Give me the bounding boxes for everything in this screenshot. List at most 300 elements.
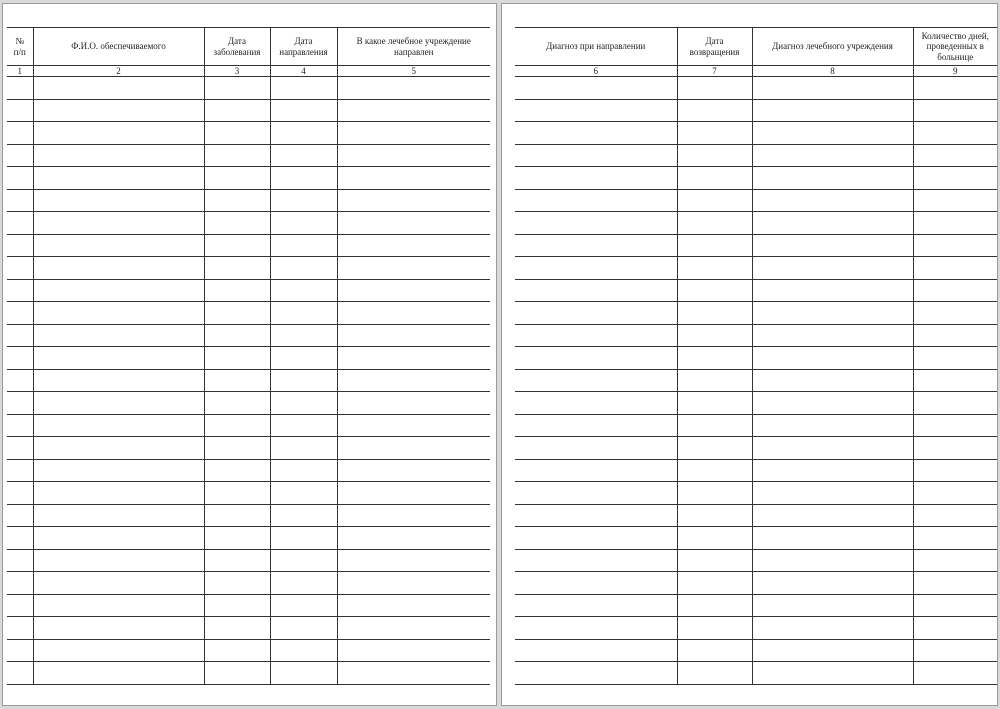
table-cell[interactable] (7, 617, 33, 640)
table-cell[interactable] (677, 99, 752, 122)
col-header-institution-diagnosis: Диагноз лечебного учреждения (752, 28, 913, 66)
table-cell[interactable] (270, 99, 337, 122)
table-cell[interactable] (913, 369, 997, 392)
table-cell[interactable] (677, 504, 752, 527)
table-cell[interactable] (913, 167, 997, 190)
table-cell[interactable] (337, 369, 490, 392)
table-cell[interactable] (515, 572, 677, 595)
table-cell[interactable] (270, 504, 337, 527)
table-cell[interactable] (337, 617, 490, 640)
table-cell[interactable] (270, 234, 337, 257)
table-cell[interactable] (204, 144, 270, 167)
table-cell[interactable] (913, 99, 997, 122)
table-cell[interactable] (337, 257, 490, 280)
table-cell[interactable] (515, 414, 677, 437)
table-cell[interactable] (515, 99, 677, 122)
table-cell[interactable] (515, 189, 677, 212)
table-cell[interactable] (337, 189, 490, 212)
table-cell[interactable] (515, 279, 677, 302)
table-cell[interactable] (270, 392, 337, 415)
table-cell[interactable] (33, 99, 204, 122)
col-header-number: № п/п (7, 28, 33, 66)
table-cell[interactable] (677, 414, 752, 437)
table-cell[interactable] (913, 572, 997, 595)
table-cell[interactable] (677, 459, 752, 482)
table-cell[interactable] (913, 122, 997, 145)
col-number-6: 6 (515, 66, 677, 77)
table-cell[interactable] (337, 459, 490, 482)
table-cell[interactable] (752, 504, 913, 527)
table-cell[interactable] (752, 662, 913, 685)
table-cell[interactable] (7, 212, 33, 235)
table-cell[interactable] (270, 527, 337, 550)
table-row (7, 459, 490, 482)
table-row (7, 437, 490, 460)
table-cell[interactable] (33, 527, 204, 550)
table-cell[interactable] (913, 212, 997, 235)
left-column-numbers-row (7, 66, 490, 77)
table-cell[interactable] (204, 369, 270, 392)
table-cell[interactable] (270, 77, 337, 100)
table-row (515, 549, 997, 572)
col-number-1: 1 (7, 66, 33, 77)
table-cell[interactable] (337, 167, 490, 190)
table-cell[interactable] (7, 504, 33, 527)
table-cell[interactable] (913, 189, 997, 212)
table-cell[interactable] (270, 414, 337, 437)
right-page (501, 3, 998, 706)
table-cell[interactable] (270, 594, 337, 617)
table-cell[interactable] (337, 662, 490, 685)
table-cell[interactable] (913, 414, 997, 437)
table-cell[interactable] (515, 77, 677, 100)
table-cell[interactable] (677, 212, 752, 235)
table-cell[interactable] (204, 459, 270, 482)
table-cell[interactable] (270, 572, 337, 595)
table-cell[interactable] (677, 257, 752, 280)
col-header-illness-date: Дата заболевания (204, 28, 270, 66)
table-cell[interactable] (204, 392, 270, 415)
table-cell[interactable] (752, 257, 913, 280)
table-cell[interactable] (33, 347, 204, 370)
table-cell[interactable] (752, 594, 913, 617)
table-cell[interactable] (7, 122, 33, 145)
table-cell[interactable] (752, 639, 913, 662)
table-cell[interactable] (337, 527, 490, 550)
table-cell[interactable] (337, 212, 490, 235)
table-cell[interactable] (33, 414, 204, 437)
table-cell[interactable] (33, 662, 204, 685)
table-cell[interactable] (752, 167, 913, 190)
table-row (515, 369, 997, 392)
table-cell[interactable] (677, 144, 752, 167)
table-cell[interactable] (7, 414, 33, 437)
col-number-9: 9 (913, 66, 997, 77)
table-cell[interactable] (270, 347, 337, 370)
table-cell[interactable] (677, 572, 752, 595)
table-row (7, 144, 490, 167)
table-row (515, 437, 997, 460)
table-cell[interactable] (913, 594, 997, 617)
table-cell[interactable] (33, 437, 204, 460)
table-cell[interactable] (677, 392, 752, 415)
table-cell[interactable] (913, 257, 997, 280)
table-cell[interactable] (270, 122, 337, 145)
table-cell[interactable] (752, 572, 913, 595)
table-row (7, 279, 490, 302)
col-number-3: 3 (204, 66, 270, 77)
table-row (515, 212, 997, 235)
table-cell[interactable] (515, 302, 677, 325)
table-cell[interactable] (677, 369, 752, 392)
table-row (515, 617, 997, 640)
table-row (515, 482, 997, 505)
table-cell[interactable] (337, 122, 490, 145)
table-cell[interactable] (515, 459, 677, 482)
table-cell[interactable] (337, 234, 490, 257)
table-cell[interactable] (337, 144, 490, 167)
table-cell[interactable] (677, 189, 752, 212)
table-cell[interactable] (515, 324, 677, 347)
table-cell[interactable] (337, 414, 490, 437)
col-header-return-date: Дата возвращения (677, 28, 752, 66)
table-cell[interactable] (33, 144, 204, 167)
table-cell[interactable] (515, 527, 677, 550)
table-cell[interactable] (913, 549, 997, 572)
table-cell[interactable] (7, 392, 33, 415)
table-cell[interactable] (515, 144, 677, 167)
table-cell[interactable] (752, 347, 913, 370)
table-cell[interactable] (752, 99, 913, 122)
table-cell[interactable] (337, 504, 490, 527)
table-cell[interactable] (7, 167, 33, 190)
table-cell[interactable] (337, 482, 490, 505)
table-cell[interactable] (270, 189, 337, 212)
table-cell[interactable] (677, 167, 752, 190)
table-cell[interactable] (752, 302, 913, 325)
table-row (7, 77, 490, 100)
table-cell[interactable] (270, 482, 337, 505)
table-cell[interactable] (204, 414, 270, 437)
table-cell[interactable] (752, 212, 913, 235)
table-cell[interactable] (337, 302, 490, 325)
table-row (515, 414, 997, 437)
table-cell[interactable] (33, 617, 204, 640)
table-cell[interactable] (7, 639, 33, 662)
table-cell[interactable] (913, 324, 997, 347)
table-cell[interactable] (913, 459, 997, 482)
table-cell[interactable] (752, 234, 913, 257)
table-cell[interactable] (270, 302, 337, 325)
table-cell[interactable] (204, 347, 270, 370)
table-cell[interactable] (913, 662, 997, 685)
table-cell[interactable] (270, 369, 337, 392)
table-cell[interactable] (337, 99, 490, 122)
table-cell[interactable] (752, 459, 913, 482)
table-cell[interactable] (752, 144, 913, 167)
table-cell[interactable] (337, 572, 490, 595)
table-cell[interactable] (204, 527, 270, 550)
table-cell[interactable] (270, 549, 337, 572)
table-row (7, 482, 490, 505)
right-column-numbers-row (515, 66, 997, 77)
table-cell[interactable] (204, 594, 270, 617)
table-cell[interactable] (752, 189, 913, 212)
table-cell[interactable] (515, 392, 677, 415)
table-cell[interactable] (337, 639, 490, 662)
table-cell[interactable] (677, 279, 752, 302)
table-cell[interactable] (677, 122, 752, 145)
table-cell[interactable] (270, 459, 337, 482)
table-row (7, 189, 490, 212)
table-cell[interactable] (752, 324, 913, 347)
table-cell[interactable] (337, 279, 490, 302)
table-cell[interactable] (515, 662, 677, 685)
table-cell[interactable] (270, 279, 337, 302)
left-table-body (7, 77, 490, 685)
table-cell[interactable] (204, 302, 270, 325)
table-cell[interactable] (7, 189, 33, 212)
table-cell[interactable] (270, 212, 337, 235)
table-cell[interactable] (752, 77, 913, 100)
table-cell[interactable] (7, 459, 33, 482)
col-number-5: 5 (337, 66, 490, 77)
left-header-row (7, 28, 490, 66)
table-cell[interactable] (7, 302, 33, 325)
table-cell[interactable] (270, 437, 337, 460)
table-cell[interactable] (515, 234, 677, 257)
table-cell[interactable] (337, 324, 490, 347)
left-page (2, 3, 497, 706)
table-cell[interactable] (677, 302, 752, 325)
table-cell[interactable] (337, 347, 490, 370)
table-row (515, 189, 997, 212)
table-cell[interactable] (913, 347, 997, 370)
table-cell[interactable] (913, 482, 997, 505)
table-cell[interactable] (7, 234, 33, 257)
table-cell[interactable] (337, 594, 490, 617)
table-cell[interactable] (270, 639, 337, 662)
table-cell[interactable] (752, 549, 913, 572)
table-cell[interactable] (913, 279, 997, 302)
table-cell[interactable] (677, 549, 752, 572)
table-cell[interactable] (913, 617, 997, 640)
table-row (515, 302, 997, 325)
table-cell[interactable] (204, 324, 270, 347)
table-cell[interactable] (913, 504, 997, 527)
table-row (7, 99, 490, 122)
table-cell[interactable] (33, 572, 204, 595)
table-cell[interactable] (270, 257, 337, 280)
table-row (7, 414, 490, 437)
table-cell[interactable] (677, 662, 752, 685)
table-cell[interactable] (913, 144, 997, 167)
table-cell[interactable] (33, 459, 204, 482)
table-cell[interactable] (515, 437, 677, 460)
table-cell[interactable] (677, 482, 752, 505)
table-cell[interactable] (204, 437, 270, 460)
table-cell[interactable] (33, 189, 204, 212)
table-cell[interactable] (7, 527, 33, 550)
table-cell[interactable] (515, 212, 677, 235)
table-row (515, 504, 997, 527)
table-row (515, 99, 997, 122)
table-cell[interactable] (270, 144, 337, 167)
table-cell[interactable] (204, 234, 270, 257)
table-row (7, 369, 490, 392)
table-cell[interactable] (33, 549, 204, 572)
table-cell[interactable] (7, 99, 33, 122)
table-cell[interactable] (7, 279, 33, 302)
table-cell[interactable] (677, 639, 752, 662)
table-cell[interactable] (677, 77, 752, 100)
table-cell[interactable] (33, 257, 204, 280)
table-cell[interactable] (33, 504, 204, 527)
right-table-body (515, 77, 997, 685)
table-row (7, 347, 490, 370)
table-cell[interactable] (33, 392, 204, 415)
table-cell[interactable] (33, 324, 204, 347)
table-cell[interactable] (515, 369, 677, 392)
table-cell[interactable] (515, 549, 677, 572)
table-cell[interactable] (677, 324, 752, 347)
table-cell[interactable] (270, 662, 337, 685)
table-cell[interactable] (515, 594, 677, 617)
table-cell[interactable] (913, 639, 997, 662)
table-cell[interactable] (204, 122, 270, 145)
table-row (7, 527, 490, 550)
table-cell[interactable] (677, 347, 752, 370)
table-cell[interactable] (752, 414, 913, 437)
table-cell[interactable] (752, 122, 913, 145)
table-cell[interactable] (270, 167, 337, 190)
table-cell[interactable] (337, 549, 490, 572)
col-header-hospital-days: Количество дней, проведенных в больнице (913, 28, 997, 66)
table-row (515, 527, 997, 550)
table-cell[interactable] (913, 392, 997, 415)
table-cell[interactable] (33, 212, 204, 235)
table-row (7, 122, 490, 145)
table-row (515, 594, 997, 617)
table-cell[interactable] (33, 594, 204, 617)
table-cell[interactable] (677, 437, 752, 460)
table-cell[interactable] (913, 234, 997, 257)
table-row (7, 234, 490, 257)
col-number-2: 2 (33, 66, 204, 77)
table-cell[interactable] (337, 392, 490, 415)
table-cell[interactable] (677, 594, 752, 617)
table-cell[interactable] (7, 437, 33, 460)
table-cell[interactable] (7, 594, 33, 617)
table-cell[interactable] (515, 167, 677, 190)
col-header-referral-date: Дата направления (270, 28, 337, 66)
table-cell[interactable] (204, 189, 270, 212)
table-cell[interactable] (752, 369, 913, 392)
left-register-table (7, 27, 490, 685)
table-cell[interactable] (337, 437, 490, 460)
table-cell[interactable] (33, 122, 204, 145)
table-cell[interactable] (913, 77, 997, 100)
table-cell[interactable] (204, 99, 270, 122)
table-cell[interactable] (204, 279, 270, 302)
table-cell[interactable] (752, 617, 913, 640)
table-cell[interactable] (515, 639, 677, 662)
col-number-4: 4 (270, 66, 337, 77)
table-cell[interactable] (7, 572, 33, 595)
table-cell[interactable] (752, 527, 913, 550)
table-row (7, 639, 490, 662)
table-cell[interactable] (204, 639, 270, 662)
table-cell[interactable] (204, 617, 270, 640)
table-cell[interactable] (204, 504, 270, 527)
table-cell[interactable] (204, 662, 270, 685)
table-cell[interactable] (515, 257, 677, 280)
table-cell[interactable] (7, 482, 33, 505)
table-row (7, 392, 490, 415)
table-cell[interactable] (752, 482, 913, 505)
table-cell[interactable] (33, 639, 204, 662)
table-row (515, 122, 997, 145)
table-cell[interactable] (33, 77, 204, 100)
table-cell[interactable] (33, 167, 204, 190)
table-cell[interactable] (515, 347, 677, 370)
table-cell[interactable] (752, 437, 913, 460)
table-cell[interactable] (33, 302, 204, 325)
table-cell[interactable] (677, 527, 752, 550)
table-row (515, 324, 997, 347)
table-cell[interactable] (204, 77, 270, 100)
table-cell[interactable] (7, 324, 33, 347)
table-cell[interactable] (7, 369, 33, 392)
table-cell[interactable] (752, 392, 913, 415)
col-number-7: 7 (677, 66, 752, 77)
table-cell[interactable] (515, 122, 677, 145)
table-cell[interactable] (270, 617, 337, 640)
table-cell[interactable] (515, 504, 677, 527)
table-cell[interactable] (337, 77, 490, 100)
table-row (7, 324, 490, 347)
table-cell[interactable] (204, 257, 270, 280)
table-cell[interactable] (204, 482, 270, 505)
table-cell[interactable] (913, 302, 997, 325)
right-header-row (515, 28, 997, 66)
table-cell[interactable] (33, 234, 204, 257)
table-cell[interactable] (677, 617, 752, 640)
table-cell[interactable] (270, 324, 337, 347)
table-cell[interactable] (515, 617, 677, 640)
table-cell[interactable] (7, 257, 33, 280)
table-cell[interactable] (204, 549, 270, 572)
table-cell[interactable] (7, 144, 33, 167)
table-row (515, 234, 997, 257)
table-cell[interactable] (7, 662, 33, 685)
table-cell[interactable] (7, 77, 33, 100)
table-cell[interactable] (33, 482, 204, 505)
table-cell[interactable] (515, 482, 677, 505)
table-cell[interactable] (33, 369, 204, 392)
col-header-institution: В какое лечебное учреждение направлен (337, 28, 490, 66)
table-cell[interactable] (204, 572, 270, 595)
table-cell[interactable] (913, 527, 997, 550)
table-cell[interactable] (752, 279, 913, 302)
table-cell[interactable] (677, 234, 752, 257)
table-cell[interactable] (7, 347, 33, 370)
table-cell[interactable] (913, 437, 997, 460)
table-cell[interactable] (33, 279, 204, 302)
table-cell[interactable] (204, 167, 270, 190)
table-cell[interactable] (204, 212, 270, 235)
table-cell[interactable] (7, 549, 33, 572)
